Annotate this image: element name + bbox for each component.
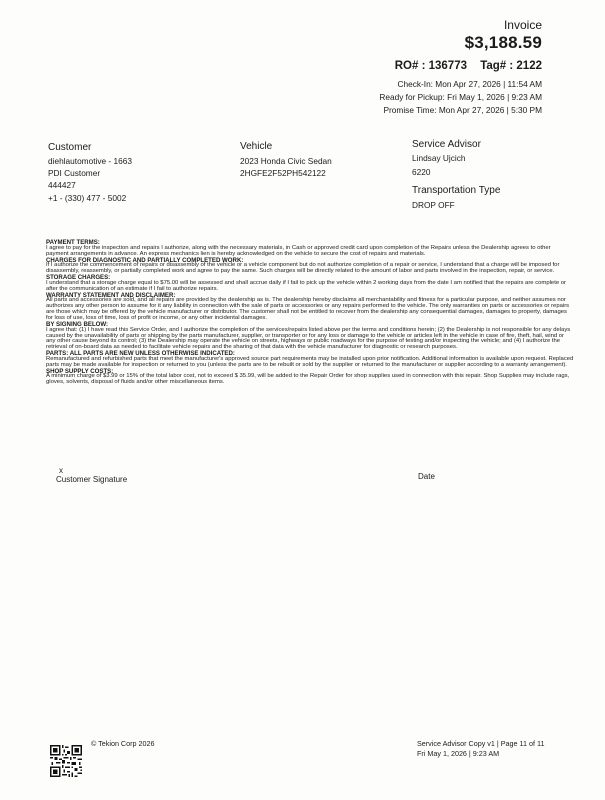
customer-phone: +1 - (330) 477 - 5002 [48, 193, 127, 203]
terms-text: All parts and accessories are sold, and all repairs are provided by the dealership as is. The dealership hereby disclaims all merchantability and fitness for a particular purpose, and neither assumes nor authorizes any other person to assume for it any liability in connection with the sale of parts or accessories or any repairs performed to the vehicle. The only warranties on parts or accessories or repairs are those which may be offered by the vehicle manufacturer or distributor. The customer shall not be entitled to recover from the dealership any consequential damages, damages to property, damages for loss of use, loss of time, loss of profit or income, or any other incidental damages. [46, 297, 570, 321]
terms-block-shop-supply [46, 369, 574, 387]
terms-block-parts [46, 351, 574, 369]
copyright-text [91, 739, 155, 748]
service-advisor-heading: Service Advisor [412, 139, 481, 150]
terms-block-storage [46, 275, 574, 293]
terms-text: I agree to pay for the inspection and repairs I authorize, along with the necessary materials, in Cash or approved credit card upon completion of the Repairs unless the Dealership agrees to other payment arrangements in advance. An express mechanics lien is hereby acknowledged on the vehicle to secure the cost of repairs and materials. [46, 244, 551, 257]
terms-heading: PAYMENT TERMS: [46, 239, 100, 246]
service-advisor-number: 6220 [412, 167, 431, 177]
customer-heading: Customer [48, 142, 92, 153]
terms-heading: BY SIGNING BELOW: [46, 320, 109, 328]
customer-number: 444427 [48, 180, 76, 190]
vehicle-model: 2023 Honda Civic Sedan [240, 156, 332, 166]
invoice-title: Invoice [503, 18, 542, 32]
customer-name: diehlautomotive - 1663 [48, 156, 132, 166]
customer-type: PDI Customer [48, 168, 101, 178]
copyright-label: © Tekion Corp 2026 [91, 739, 155, 748]
invoice-total: $3,188.59 [464, 33, 542, 52]
terms-text: Remanufactured and refurbished parts that meet the manufacturer's approved source part requirements may be installed upon prior notification. Additional information is available upon request. Replaced parts may be made available for inspection or returned to you (unless the parts are to be rebuilt or sold by the supplier or returned to the manufacturer or supplier according to a warranty arrangement). [46, 355, 574, 368]
terms-heading: WARRANTY STATEMENT AND DISCLAIMER: [46, 291, 176, 299]
terms-text: If I authorize the commencement of repairs or disassembly of the vehicle or a vehicle component but do not authorize completion of a repair or service, I understand that a charge will be imposed for disassembly, reassembly, or partially completed work and agree to pay the same. Such charges will be directly related to the amount of labor and parts involved in the inspection, repair, or service. [46, 262, 560, 275]
ro-tag-line [395, 60, 542, 72]
date-label: Date [418, 472, 435, 481]
transportation-value: DROP OFF [412, 200, 455, 210]
terms-block-payment [46, 240, 574, 258]
signature-mark: x [59, 466, 63, 475]
vehicle-vin: 2HGFE2F52PH542122 [240, 168, 326, 178]
transportation-heading: Transportation Type [412, 185, 501, 196]
ready-for-pickup-time: Ready for Pickup: Fri May 1, 2026 | 9:23 AM [379, 92, 542, 102]
terms-block-warranty [46, 293, 574, 322]
vehicle-heading: Vehicle [240, 141, 273, 152]
terms-block-signing [46, 322, 574, 351]
printed-time: Fri May 1, 2026 | 9:23 AM [417, 749, 500, 758]
qr-code [50, 745, 82, 777]
ro-number: RO# : 136773 [394, 60, 467, 72]
terms-text: I understand that a storage charge equal to $75.00 will be assessed and shall accrue daily if I fail to pick up the vehicle within 2 working days from the date I am notified that the repairs are complete or after the communication of an estimate if I fail to authorize repairs. [46, 279, 566, 292]
service-advisor-name: Lindsay Ujcich [412, 153, 466, 163]
customer-signature-label: Customer Signature [56, 475, 128, 484]
terms-heading: STORAGE CHARGES: [46, 274, 111, 282]
terms-heading: CHARGES FOR DIAGNOSTIC AND PARTIALLY COMPLETED WORK: [46, 256, 244, 264]
terms-text: I agree that: (1) I have read this Service Order, and I authorize the completion of the services/repairs listed above per the terms and conditions herein; (2) the Dealership is not responsible for any delays caused by the unavailability of parts or shipping by the parts manufacturer, supplier, or transporter or for any loss or damage to the vehicle or articles left in the vehicle in case of fire, theft, hail, wind or any other cause beyond its control; (3) the Dealership may operate the vehicle on streets, highways or public roadways for the purpose of testing and/or inspecting the vehicle; and (4) I authorize the retrieval of on-board data as needed to facilitate vehicle repairs and the sharing of that data with the vehicle manufacturer for diagnostic or research purposes. [46, 326, 571, 351]
check-in-time: Check-In: Mon Apr 27, 2026 | 11:54 AM [397, 79, 542, 89]
copy-label: Service Advisor Copy v1 | Page 11 of 11 [417, 739, 545, 748]
terms-text: A minimum charge of $3.99 or 15% of the total labor cost, not to exceed $ 35.99, will be added to the Repair Order for shop supplies used in connection with this repair. Shop Supplies may include rags, gloves, solvents, disposal of fluids and/or other miscellaneous items. [46, 373, 570, 386]
tag-number: Tag# : 2122 [480, 60, 542, 72]
terms-section [46, 240, 574, 386]
terms-heading: SHOP SUPPLY COSTS: [46, 367, 114, 375]
promise-time: Promise Time: Mon Apr 27, 2026 | 5:30 PM [383, 105, 542, 115]
terms-block-diagnostic [46, 258, 574, 276]
terms-heading: PARTS: ALL PARTS ARE NEW UNLESS OTHERWISE INDICATED: [46, 350, 235, 358]
